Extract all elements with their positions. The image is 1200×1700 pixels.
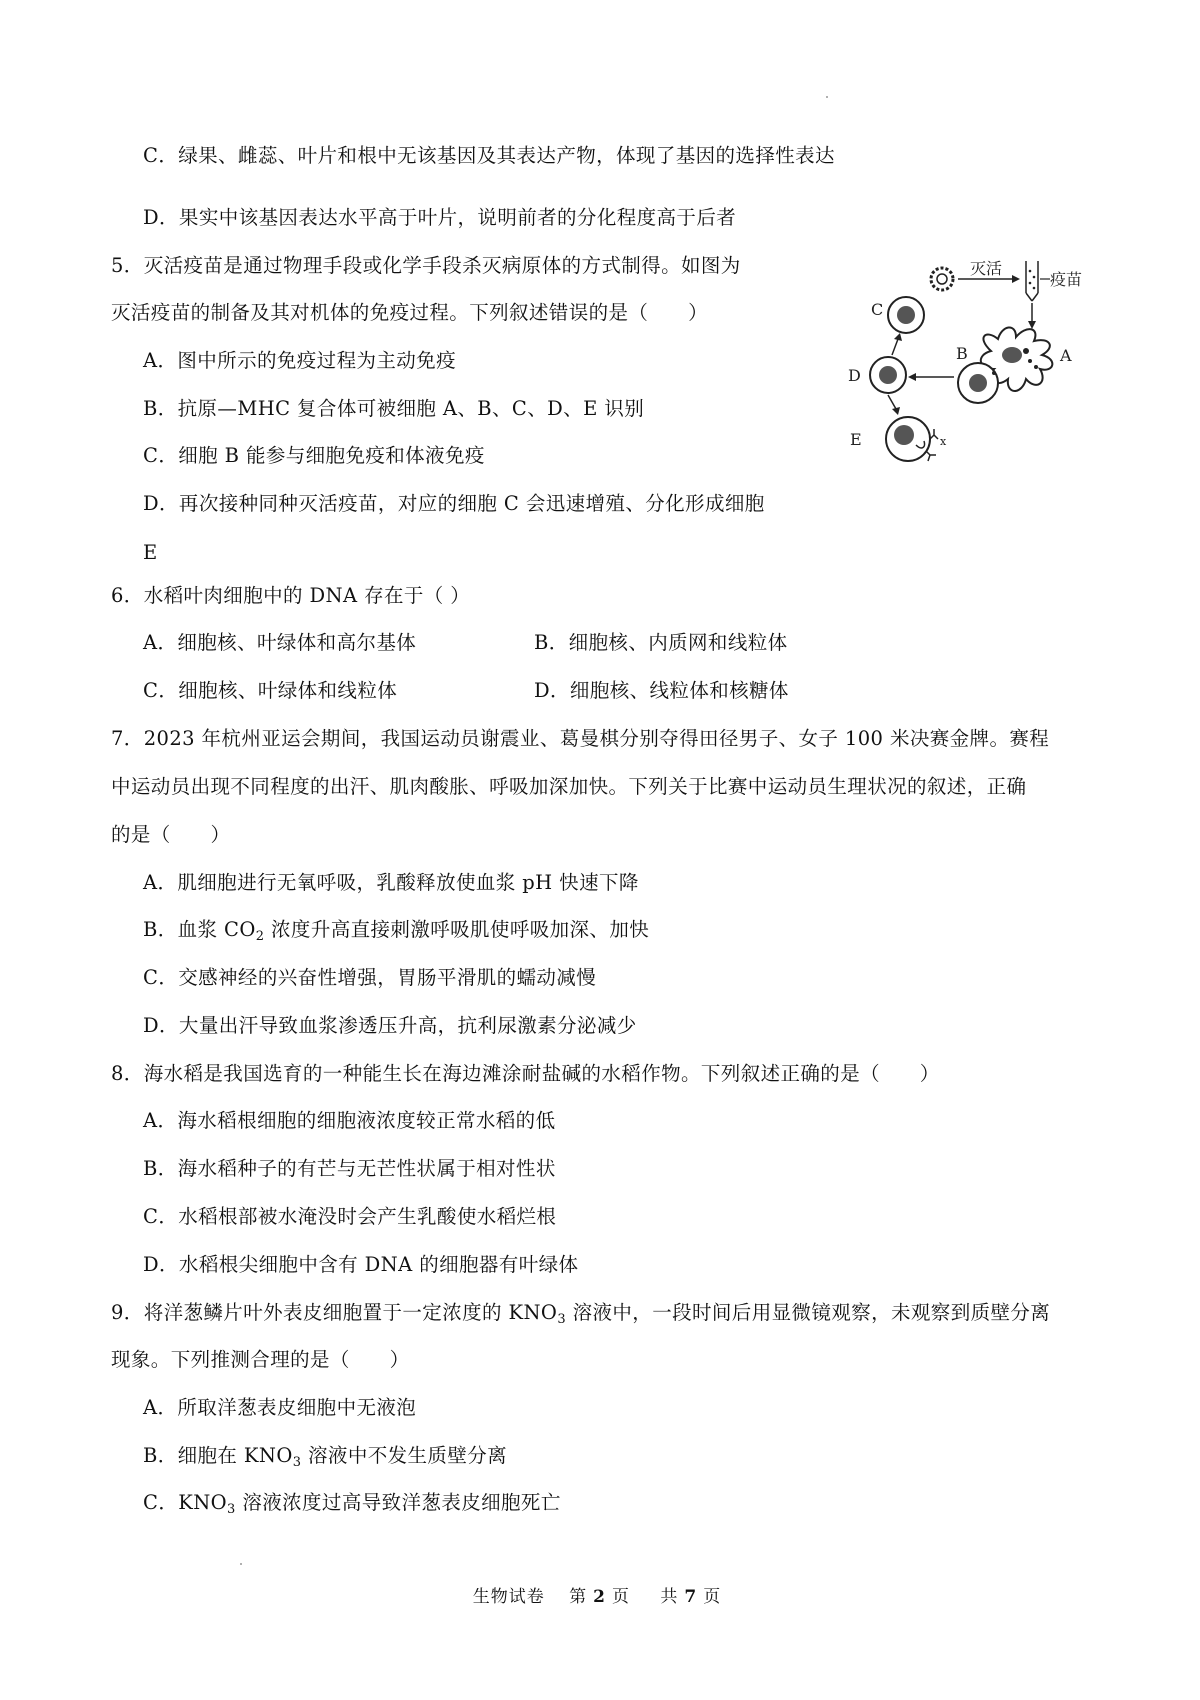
q7-option-b: B．血浆 $CO_2$ 浓度升高直接刺激呼吸肌使呼吸加深、加快 [143,918,650,944]
q7-option-a: A．肌细胞进行无氧呼吸，乳酸释放使血浆 pH 快速下降 [143,871,639,894]
q7-option-d: D．大量出汗导致血浆渗透压升高，抗利尿激素分泌减少 [143,1014,637,1037]
cell-d [870,357,906,393]
q8-stem: 8．海水稻是我国选育的一种能生长在海边滩涂耐盐碱的水稻作物。下列叙述正确的是（ ） [111,1062,940,1085]
q6-option-c: C．细胞核、叶绿体和线粒体 [143,679,398,702]
scan-speck [826,96,828,98]
q9-option-b: B．细胞在 $KNO_3$ 溶液中不发生质壁分离 [143,1444,508,1470]
label-cell-c: C [871,300,884,319]
q7-stem-line2: 中运动员出现不同程度的出汗、肌肉酸胀、呼吸加深加快。下列关于比赛中运动员生理状况的叙述，正确 [111,775,1027,798]
cell-c [888,297,924,333]
label-cell-a: A [1060,346,1072,365]
q4-option-c: C．绿果、雌蕊、叶片和根中无该基因及其表达产物，体现了基因的选择性表达 [143,144,835,167]
footer-page: 第 2 页 [569,1587,630,1607]
q9-option-c: C．$KNO_3$ 溶液浓度过高导致洋葱表皮细胞死亡 [143,1491,561,1517]
cell-b [958,363,998,403]
label-cell-e: E [850,430,862,449]
q7-stem-line3: 的是（ ） [111,823,231,846]
label-cell-d: D [848,366,861,385]
q9-stem-line1: 9．将洋葱鳞片叶外表皮细胞置于一定浓度的 $KNO_3$ 溶液中，一段时间后用显微镜观察，未观察到质壁分离 [111,1301,1051,1327]
q9-stem-line2: 现象。下列推测合理的是（ ） [111,1348,410,1371]
cell-e [886,417,947,461]
q7-stem-line1: 7．2023 年杭州亚运会期间，我国运动员谢震业、葛曼棋分别夺得田径男子、女子 100 米决赛金牌。赛程 [111,727,1050,750]
q7-option-c: C．交感神经的兴奋性增强，胃肠平滑肌的蠕动减慢 [143,966,597,989]
q5-option-c: C．细胞 B 能参与细胞免疫和体液免疫 [143,444,485,467]
vaccine-tube-icon [1026,261,1038,301]
q5-option-d-line1: D．再次接种同种灭活疫苗，对应的细胞 C 会迅速增殖、分化形成细胞 [143,492,765,515]
q5-option-d-line2: E [143,541,158,564]
q6-option-b: B．细胞核、内质网和线粒体 [534,631,788,654]
q8-option-a: A．海水稻根细胞的细胞液浓度较正常水稻的低 [143,1109,556,1132]
q6-stem: 6．水稻叶肉细胞中的 DNA 存在于（ ） [111,584,471,607]
label-vaccine: 疫苗 [1050,270,1083,289]
q6-option-d: D．细胞核、线粒体和核糖体 [534,679,789,702]
q5-stem-line2: 灭活疫苗的制备及其对机体的免疫过程。下列叙述错误的是（ ） [111,301,709,324]
q8-option-d: D．水稻根尖细胞中含有 DNA 的细胞器有叶绿体 [143,1253,579,1276]
footer-total: 共 7 页 [660,1587,722,1607]
q5-option-a: A．图中所示的免疫过程为主动免疫 [143,349,456,372]
q4-option-d: D．果实中该基因表达水平高于叶片，说明前者的分化程度高于后者 [143,206,737,229]
q9-option-a: A．所取洋葱表皮细胞中无液泡 [143,1396,417,1419]
q8-option-c: C．水稻根部被水淹没时会产生乳酸使水稻烂根 [143,1205,557,1228]
label-cell-b: B [956,344,968,363]
q6-option-a: A．细胞核、叶绿体和高尔基体 [143,631,417,654]
q5-stem-line1: 5．灭活疫苗是通过物理手段或化学手段杀灭病原体的方式制得。如图为 [111,254,741,277]
label-inactivate: 灭活 [970,259,1003,278]
q8-option-b: B．海水稻种子的有芒与无芒性状属于相对性状 [143,1157,556,1180]
scan-speck [240,1563,242,1565]
svg-text:x: x [940,435,947,448]
footer-subject: 生物试卷 [472,1587,545,1607]
immune-process-figure [826,255,1116,510]
q5-option-b: B．抗原—MHC 复合体可被细胞 A、B、C、D、E 识别 [143,397,645,420]
page-footer [0,1582,1200,1607]
pathogen-icon [931,268,953,290]
